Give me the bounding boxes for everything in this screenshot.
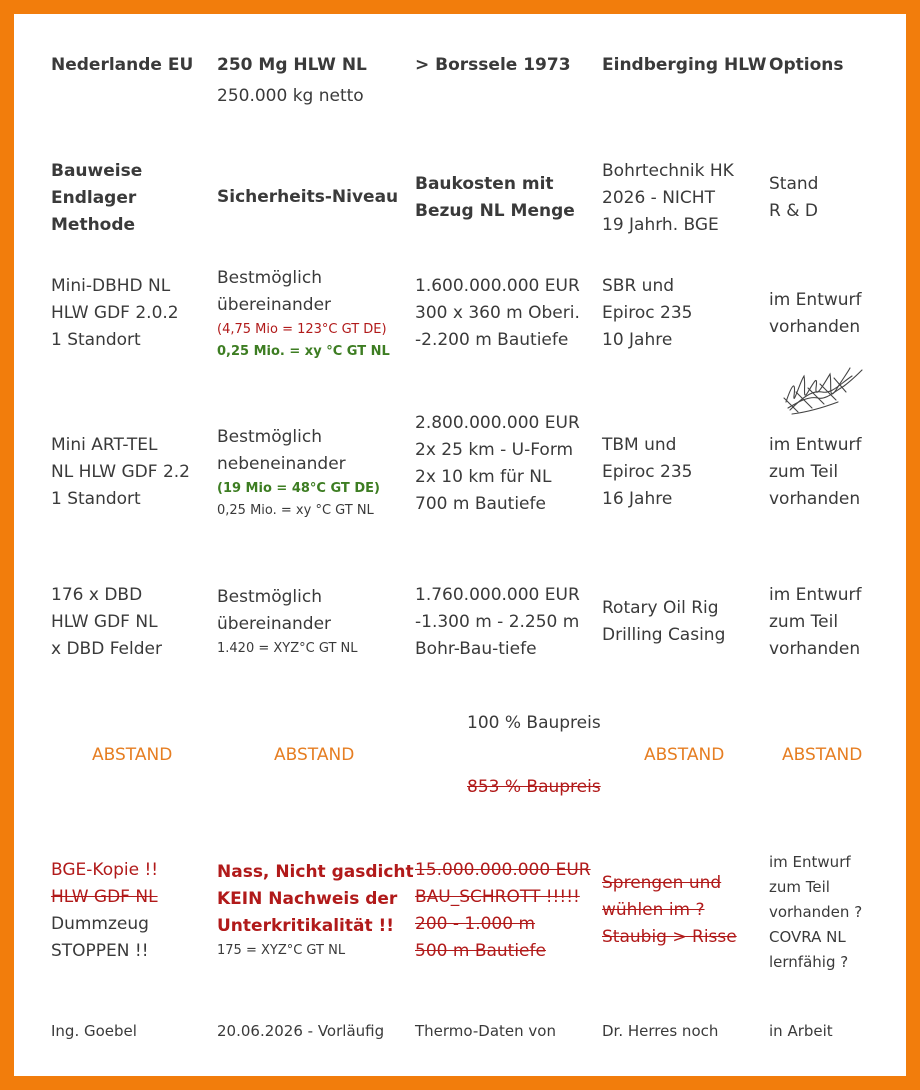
header-nederlande: Nederlande EU bbox=[51, 55, 194, 75]
row2-c2-line: übereinander bbox=[217, 295, 332, 315]
row3-c3-line: 2x 10 km für NL bbox=[415, 467, 552, 487]
row2-tech bbox=[602, 273, 692, 354]
row6-bge bbox=[51, 857, 158, 965]
row4-c2-small: 1.420 = XYZ°C GT NL bbox=[217, 641, 358, 656]
row1-c1-line: Endlager bbox=[51, 188, 137, 208]
row6-nass bbox=[217, 859, 414, 962]
row2-status bbox=[769, 287, 862, 341]
row2-c2-line: Bestmöglich bbox=[217, 268, 322, 288]
baupreis-100: 100 % Baupreis bbox=[467, 713, 601, 733]
row6-c5-line: zum Teil bbox=[769, 878, 830, 896]
header-options: Options bbox=[769, 55, 844, 75]
row6-c4-line: Sprengen und bbox=[602, 873, 722, 893]
row3-c3-line: 2x 25 km - U-Form bbox=[415, 440, 574, 460]
row1-c1-line: Bauweise bbox=[51, 161, 143, 181]
row3-method bbox=[51, 432, 190, 513]
row6-c1-red: BGE-Kopie !! bbox=[51, 860, 159, 880]
row3-c4-line: Epiroc 235 bbox=[602, 462, 693, 482]
row6-cost bbox=[415, 857, 591, 965]
row1-c5-line: Stand bbox=[769, 174, 819, 194]
row3-c2-small: 0,25 Mio. = xy °C GT NL bbox=[217, 503, 374, 518]
row6-c5-line: COVRA NL bbox=[769, 928, 846, 946]
header-eindberging: Eindberging HLW bbox=[602, 55, 767, 75]
row2-c5-line: vorhanden bbox=[769, 317, 861, 337]
row6-c1-line: Dummzeug bbox=[51, 914, 149, 934]
row3-c3-line: 2.800.000.000 EUR bbox=[415, 413, 580, 433]
row6-c3-line: BAU_SCHROTT !!!!! bbox=[415, 887, 580, 907]
row4-c4-line: Drilling Casing bbox=[602, 625, 726, 645]
row4-cost bbox=[415, 582, 580, 663]
row2-c4-line: SBR und bbox=[602, 276, 675, 296]
row6-c2-red-line: Unterkritikalität !! bbox=[217, 916, 394, 936]
row2-c4-line: 10 Jahre bbox=[602, 330, 673, 350]
row6-c3-line: 200 - 1.000 m bbox=[415, 914, 536, 934]
row3-status bbox=[769, 432, 862, 513]
signature-scribble bbox=[778, 362, 866, 422]
row2-c3-line: -2.200 m Bautiefe bbox=[415, 330, 569, 350]
abstand-label-2: ABSTAND bbox=[274, 745, 355, 765]
footer-author: Ing. Goebel bbox=[51, 1022, 137, 1040]
row1-c4-line: 2026 - NICHT bbox=[602, 188, 715, 208]
row1-c4-line: 19 Jahrh. BGE bbox=[602, 215, 719, 235]
row2-c3-line: 1.600.000.000 EUR bbox=[415, 276, 580, 296]
row4-c1-line: 176 x DBD bbox=[51, 585, 143, 605]
row4-c3-line: -1.300 m - 2.250 m bbox=[415, 612, 580, 632]
row4-c1-line: HLW GDF NL bbox=[51, 612, 158, 632]
row6-c3-line: 500 m Bautiefe bbox=[415, 941, 546, 961]
row6-c3-line: 15.000.000.000 EUR bbox=[415, 860, 591, 880]
footer-in-arbeit: in Arbeit bbox=[769, 1022, 833, 1040]
row6-c5-line: lernfähig ? bbox=[769, 953, 849, 971]
row6-c2-small: 175 = XYZ°C GT NL bbox=[217, 943, 346, 958]
row1-c1-line: Methode bbox=[51, 215, 136, 235]
row6-tech bbox=[602, 870, 737, 951]
row3-cost bbox=[415, 410, 580, 518]
row4-c5-line: vorhanden bbox=[769, 639, 861, 659]
header-borssele: > Borssele 1973 bbox=[415, 55, 571, 75]
row2-safety bbox=[217, 265, 390, 363]
row2-c4-line: Epiroc 235 bbox=[602, 303, 693, 323]
row3-c2-line: nebeneinander bbox=[217, 454, 346, 474]
header-hlw-amount-sub: 250.000 kg netto bbox=[217, 86, 364, 106]
row2-c5-line: im Entwurf bbox=[769, 290, 862, 310]
row3-c1-line: 1 Standort bbox=[51, 489, 141, 509]
row6-c1-strike: HLW GDF NL bbox=[51, 887, 158, 907]
abstand-label-1: ABSTAND bbox=[92, 745, 173, 765]
row3-c4-line: TBM und bbox=[602, 435, 677, 455]
abstand-label-4: ABSTAND bbox=[782, 745, 863, 765]
row1-c5-line: R & D bbox=[769, 201, 818, 221]
row3-c2-line: Bestmöglich bbox=[217, 427, 322, 447]
row3-c3-line: 700 m Bautiefe bbox=[415, 494, 546, 514]
row2-c3-line: 300 x 360 m Oberi. bbox=[415, 303, 580, 323]
row2-c2-red: (4,75 Mio = 123°C GT DE) bbox=[217, 322, 387, 337]
row2-c1-line: HLW GDF 2.0.2 bbox=[51, 303, 179, 323]
row2-method bbox=[51, 273, 179, 354]
row3-c5-line: vorhanden bbox=[769, 489, 861, 509]
footer-herres: Dr. Herres noch bbox=[602, 1022, 719, 1040]
row3-c5-line: zum Teil bbox=[769, 462, 839, 482]
row6-c1-line: STOPPEN !! bbox=[51, 941, 149, 961]
baupreis-853: 853 % Baupreis bbox=[467, 777, 601, 797]
row6-c4-line: Staubig > Risse bbox=[602, 927, 737, 947]
row4-c2-line: Bestmöglich bbox=[217, 587, 322, 607]
row4-c3-line: Bohr-Bau-tiefe bbox=[415, 639, 537, 659]
row3-c5-line: im Entwurf bbox=[769, 435, 862, 455]
footer-thermo: Thermo-Daten von bbox=[415, 1022, 556, 1040]
row4-c2-line: übereinander bbox=[217, 614, 332, 634]
row3-c1-line: Mini ART-TEL bbox=[51, 435, 158, 455]
row2-cost bbox=[415, 273, 580, 354]
footer-date: 20.06.2026 - Vorläufig bbox=[217, 1022, 385, 1040]
header-hlw-amount bbox=[217, 52, 367, 110]
row2-c2-green: 0,25 Mio. = xy °C GT NL bbox=[217, 344, 390, 359]
row3-c2-green: (19 Mio = 48°C GT DE) bbox=[217, 481, 380, 496]
row1-sicherheit: Sicherheits-Niveau bbox=[217, 187, 399, 207]
row6-c4-line: wühlen im ? bbox=[602, 900, 705, 920]
row4-c3-line: 1.760.000.000 EUR bbox=[415, 585, 580, 605]
row4-tech bbox=[602, 595, 725, 649]
row2-c1-line: Mini-DBHD NL bbox=[51, 276, 171, 296]
row2-c1-line: 1 Standort bbox=[51, 330, 141, 350]
row3-safety bbox=[217, 424, 380, 522]
row3-c4-line: 16 Jahre bbox=[602, 489, 673, 509]
row4-c5-line: zum Teil bbox=[769, 612, 839, 632]
row1-c4-line: Bohrtechnik HK bbox=[602, 161, 734, 181]
row1-baukosten bbox=[415, 171, 575, 225]
row4-c4-line: Rotary Oil Rig bbox=[602, 598, 719, 618]
row1-stand bbox=[769, 171, 818, 225]
row6-c2-red-line: Nass, Nicht gasdicht bbox=[217, 862, 414, 882]
row1-bohrtechnik bbox=[602, 158, 734, 239]
row4-c5-line: im Entwurf bbox=[769, 585, 862, 605]
row6-c5-line: im Entwurf bbox=[769, 853, 851, 871]
row3-tech bbox=[602, 432, 692, 513]
abstand-label-3: ABSTAND bbox=[644, 745, 725, 765]
row4-c1-line: x DBD Felder bbox=[51, 639, 162, 659]
row1-c3-line: Bezug NL Menge bbox=[415, 201, 575, 221]
header-hlw-amount-title: 250 Mg HLW NL bbox=[217, 55, 367, 75]
row6-c2-red-line: KEIN Nachweis der bbox=[217, 889, 398, 909]
row3-c1-line: NL HLW GDF 2.2 bbox=[51, 462, 190, 482]
row1-c3-line: Baukosten mit bbox=[415, 174, 554, 194]
row1-bauweise bbox=[51, 158, 142, 239]
row4-method bbox=[51, 582, 162, 663]
row4-safety bbox=[217, 584, 358, 660]
row6-status bbox=[769, 850, 862, 975]
row4-status bbox=[769, 582, 862, 663]
row6-c5-line: vorhanden ? bbox=[769, 903, 863, 921]
